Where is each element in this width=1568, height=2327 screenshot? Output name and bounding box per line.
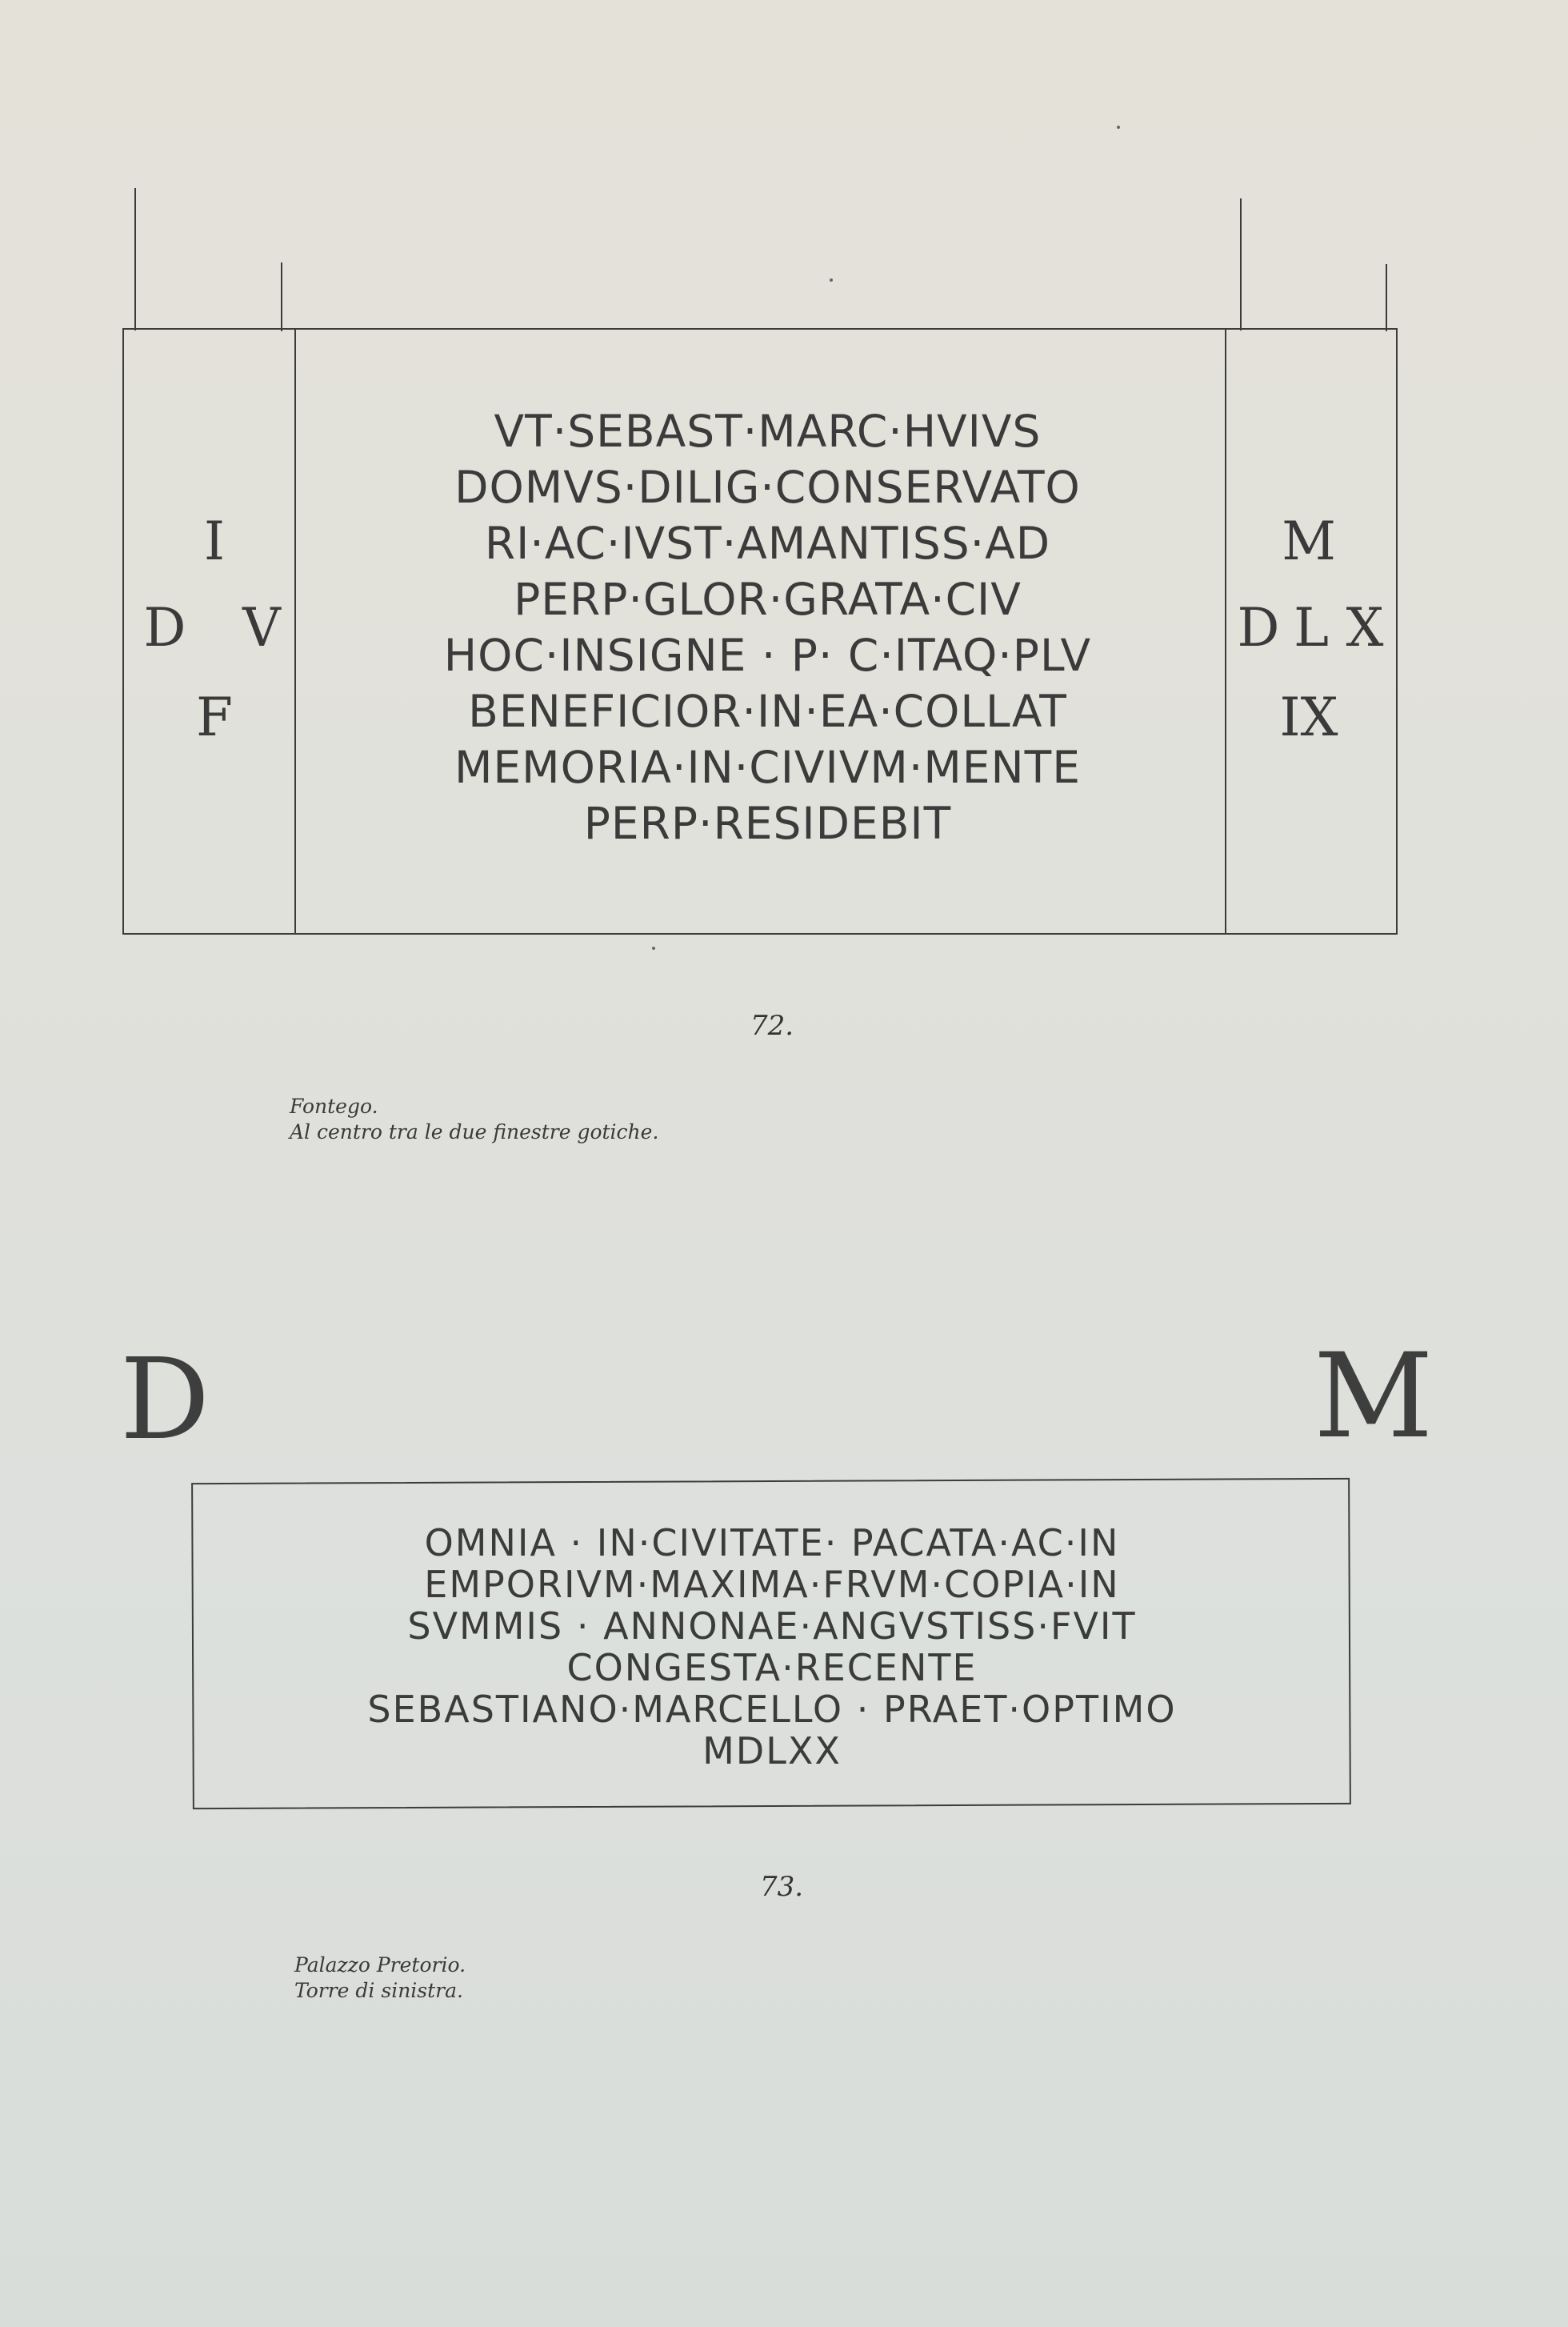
large-letter-d: D [120,1335,210,1465]
paper-speck [652,947,655,950]
inscription-line: PERP·RESIDEBIT [583,798,952,849]
paper-speck [1117,126,1120,129]
plate-number: 72. [750,1010,794,1042]
inscription-line: BENEFICIOR·IN·EA·COLLAT [468,686,1067,737]
inscription-line: SEBASTIANO·MARCELLO · PRAET·OPTIMO [367,1688,1177,1731]
paper-speck [830,278,833,282]
right-panel-letter-m: M [1282,511,1336,572]
caption-location: Palazzo Pretorio. [294,1953,466,1977]
plate-73-inscription [194,1522,1350,1772]
large-letter-m: M [1314,1328,1434,1464]
left-panel-letter-i: I [203,511,226,572]
plate-72-inscription [296,403,1239,851]
inscription-line: OMNIA · IN·CIVITATE· PACATA·AC·IN [424,1521,1120,1564]
right-outer-post [1386,264,1387,331]
inscription-line: MDLXX [702,1729,842,1772]
inscription-line: VT·SEBAST·MARC·HVIVS [494,406,1042,457]
plate-73-caption [294,1953,466,2004]
left-inner-post [281,262,282,331]
right-inner-post [1240,198,1242,330]
plate-72-caption [290,1094,658,1145]
left-panel-letter-d: D [143,597,186,659]
inscription-line: RI·AC·IVST·AMANTISS·AD [484,518,1051,569]
inscription-line: CONGESTA·RECENTE [566,1646,978,1689]
caption-position: Al centro tra le due finestre gotiche. [290,1120,659,1143]
inscription-line: SVMMIS · ANNONAE·ANGVSTISS·FVIT [407,1604,1137,1648]
left-panel-letter-v: V [242,597,281,659]
inscription-line: HOC·INSIGNE · P· C·ITAQ·PLV [443,630,1092,681]
inscription-line: PERP·GLOR·GRATA·CIV [514,574,1022,625]
inscription-line: DOMVS·DILIG·CONSERVATO [454,462,1081,513]
left-panel-letter-f: F [196,687,233,748]
inscription-line: MEMORIA·IN·CIVIVM·MENTE [454,742,1082,793]
plate-number: 73. [760,1871,804,1903]
right-panel-numeral-ix: IX [1279,687,1338,748]
right-panel-letter-d: D [1237,597,1280,659]
right-panel-letter-l: L [1294,597,1329,659]
inscription-line: EMPORIVM·MAXIMA·FRVM·COPIA·IN [424,1563,1120,1606]
caption-location: Fontego. [290,1095,378,1118]
left-outer-post [134,188,136,330]
right-panel-letter-x: X [1346,597,1384,659]
caption-position: Torre di sinistra. [294,1979,463,2002]
